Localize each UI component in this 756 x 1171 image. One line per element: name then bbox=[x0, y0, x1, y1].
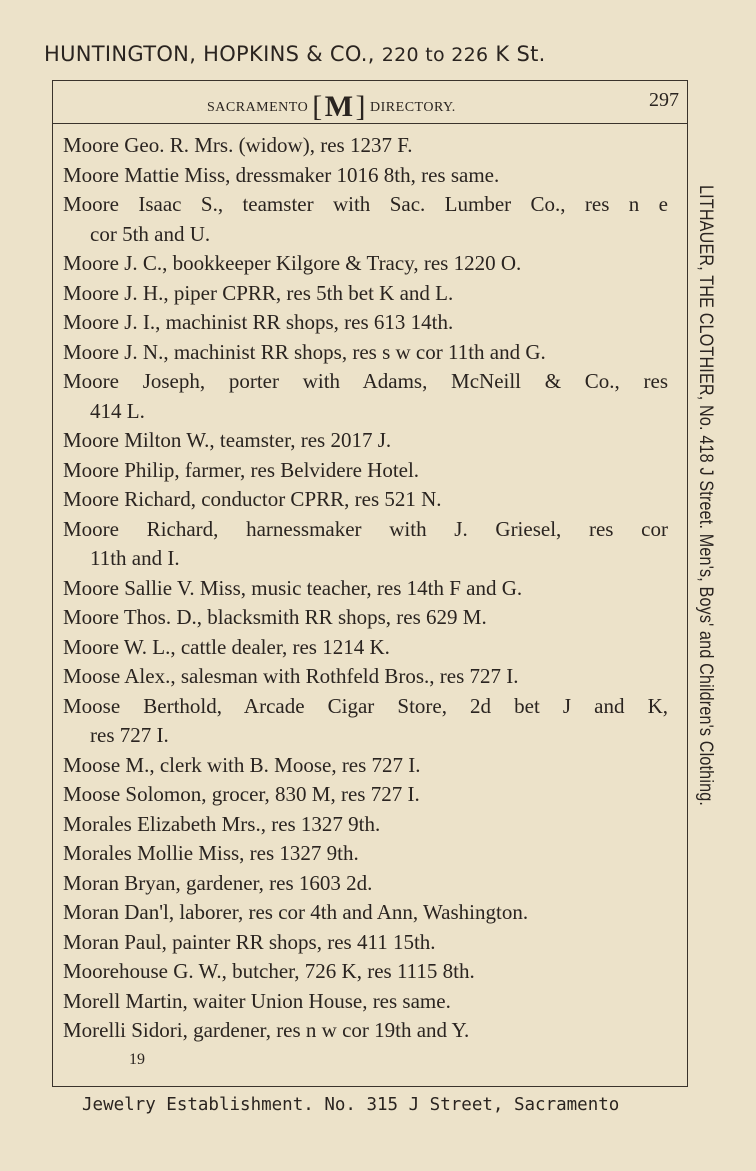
side-advertisement: LITHAUER, THE CLOTHIER, No. 418 J Street. Men's, Boys' and Children's Clothing. bbox=[695, 185, 716, 807]
entry-continuation: 11th and I. bbox=[90, 546, 180, 570]
entry-text: Moore Richard, conductor CPRR, res 521 N. bbox=[63, 487, 442, 511]
entry-text: Morales Mollie Miss, res 1327 9th. bbox=[63, 841, 359, 865]
directory-entry bbox=[63, 1016, 668, 1046]
directory-entry bbox=[63, 485, 668, 515]
entry-continuation: res 727 I. bbox=[90, 723, 169, 747]
directory-entries bbox=[63, 131, 668, 1046]
directory-entry bbox=[63, 161, 668, 191]
directory-entry bbox=[63, 928, 668, 958]
entry-continuation: cor 5th and U. bbox=[90, 221, 211, 246]
entry-text: Moore Joseph, porter with Adams, McNeill & Co., res bbox=[63, 369, 668, 393]
page-frame bbox=[52, 80, 688, 1087]
entry-text: Moore Richard, harnessmaker with J. Griesel, res cor bbox=[63, 516, 668, 541]
entry-text: Moran Paul, painter RR shops, res 411 15th. bbox=[63, 929, 436, 954]
running-head: SACRAMENTO [M] DIRECTORY. 297 bbox=[53, 81, 687, 124]
bottom-advertisement: Jewelry Establishment. No. 315 J Street, Sacramento bbox=[82, 1095, 620, 1115]
directory-entry bbox=[63, 426, 668, 456]
directory-entry bbox=[63, 839, 668, 869]
entry-text: Moore J. H., piper CPRR, res 5th bet K and L. bbox=[63, 280, 454, 305]
directory-entry bbox=[63, 869, 668, 899]
signature-mark: 19 bbox=[129, 1051, 145, 1068]
firm-name: HUNTINGTON, HOPKINS & CO., bbox=[44, 42, 375, 66]
directory-entry bbox=[63, 574, 668, 604]
running-head-left: SACRAMENTO bbox=[207, 100, 309, 115]
entry-text: Morales Elizabeth Mrs., res 1327 9th. bbox=[63, 811, 381, 836]
directory-entry bbox=[63, 957, 668, 987]
directory-entry bbox=[63, 131, 668, 161]
entry-text: Moran Dan'l, laborer, res cor 4th and Ann, Washington. bbox=[63, 900, 529, 924]
page-number: 297 bbox=[649, 89, 679, 111]
entry-text: Moore Thos. D., blacksmith RR shops, res 629 M. bbox=[63, 605, 487, 629]
entry-text: Morelli Sidori, gardener, res n w cor 19th and Y. bbox=[63, 1018, 470, 1042]
entry-text: Moose Alex., salesman with Rothfeld Bros., res 727 I. bbox=[63, 664, 519, 688]
directory-entry bbox=[63, 603, 668, 633]
firm-address: 220 to 226 bbox=[381, 44, 489, 66]
directory-entry bbox=[63, 190, 668, 249]
entry-text: Moore J. I., machinist RR shops, res 613 14th. bbox=[63, 310, 454, 334]
directory-entry bbox=[63, 987, 668, 1017]
entry-text: Moore Philip, farmer, res Belvidere Hotel. bbox=[63, 457, 420, 482]
entry-text: Moore J. N., machinist RR shops, res s w cor 11th and G. bbox=[63, 339, 546, 364]
entry-text: Moose Solomon, grocer, 830 M, res 727 I. bbox=[63, 782, 420, 806]
section-letter: M bbox=[324, 90, 354, 123]
directory-entry bbox=[63, 692, 668, 751]
entry-text: Moore Sallie V. Miss, music teacher, res 14th F and G. bbox=[63, 575, 523, 600]
directory-entry bbox=[63, 810, 668, 840]
directory-entry bbox=[63, 338, 668, 368]
entry-text: Moore J. C., bookkeeper Kilgore & Tracy, res 1220 O. bbox=[63, 251, 522, 275]
entry-text: Moore Mattie Miss, dressmaker 1016 8th, res same. bbox=[63, 162, 500, 187]
directory-entry bbox=[63, 249, 668, 279]
top-advertisement bbox=[44, 42, 546, 66]
directory-entry bbox=[63, 456, 668, 486]
entry-text: Moore W. L., cattle dealer, res 1214 K. bbox=[63, 634, 390, 659]
directory-entry bbox=[63, 780, 668, 810]
directory-entry bbox=[63, 308, 668, 338]
directory-entry bbox=[63, 633, 668, 663]
directory-entry bbox=[63, 279, 668, 309]
directory-entry bbox=[63, 662, 668, 692]
directory-entry bbox=[63, 898, 668, 928]
entry-text: Moore Milton W., teamster, res 2017 J. bbox=[63, 428, 392, 452]
entry-text: Moose M., clerk with B. Moose, res 727 I. bbox=[63, 752, 421, 777]
directory-entry bbox=[63, 751, 668, 781]
entry-text: Moore Geo. R. Mrs. (widow), res 1237 F. bbox=[63, 133, 413, 157]
firm-street: K St. bbox=[495, 42, 546, 66]
entry-text: Moore Isaac S., teamster with Sac. Lumber Co., res n e bbox=[63, 192, 668, 216]
entry-text: Moran Bryan, gardener, res 1603 2d. bbox=[63, 870, 373, 895]
running-head-right: DIRECTORY. bbox=[370, 100, 456, 115]
entry-text: Moorehouse G. W., butcher, 726 K, res 1115 8th. bbox=[63, 959, 475, 983]
directory-entry bbox=[63, 367, 668, 426]
directory-entry bbox=[63, 515, 668, 574]
entry-text: Moose Berthold, Arcade Cigar Store, 2d bet J and K, bbox=[63, 693, 668, 718]
entry-text: Morell Martin, waiter Union House, res same. bbox=[63, 988, 451, 1013]
entry-continuation: 414 L. bbox=[90, 398, 145, 423]
